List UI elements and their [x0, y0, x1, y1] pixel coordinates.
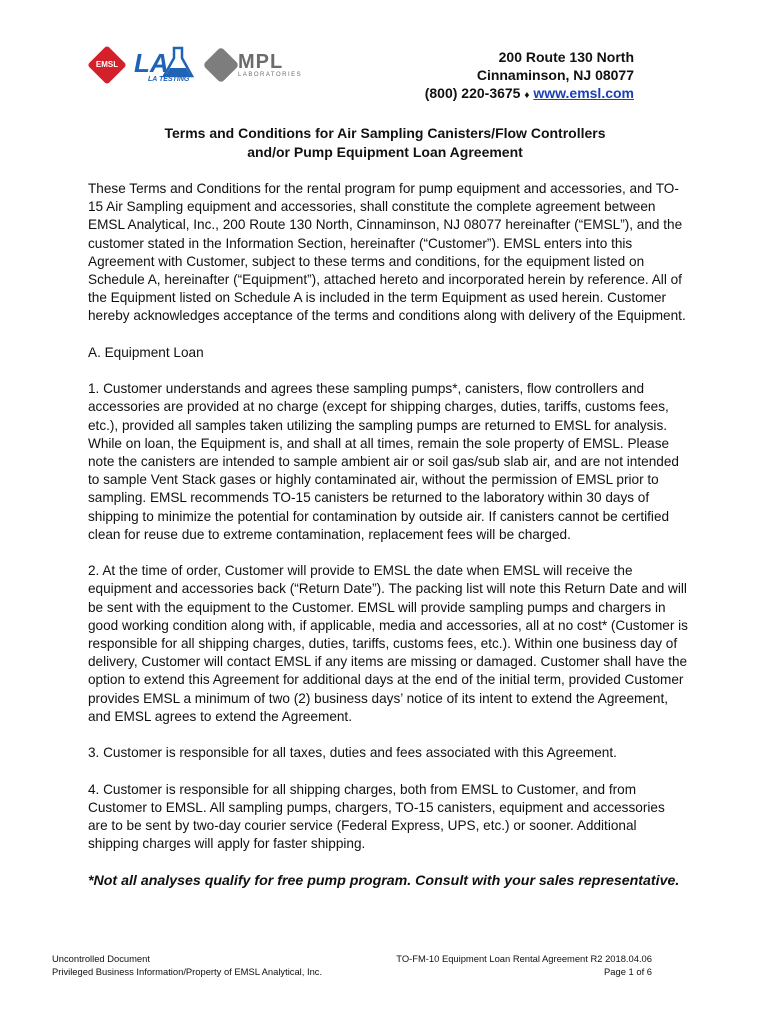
la-testing-text: LA TESTING [148, 76, 190, 83]
logo-group [88, 42, 302, 88]
svg-text:LA: LA [134, 48, 169, 78]
intro-paragraph: These Terms and Conditions for the rental program for pump equipment and accessories, and TO-15 Air Sampling equipment and accessories, shall constitute the complete agreement between EMSL Analytical, Inc., 200 Route 130 North, Cinnaminson, NJ 08077 hereinafter (“EMSL”), and the customer stated in the Information Section, hereinafter (“Customer”). EMSL enters into this Agreement with Customer, subject to these terms and conditions, for the equipment listed on Schedule A, hereinafter (“Equipment”), attached hereto and incorporated herein by reference. All of the Equipment listed on Schedule A is included in the term Equipment as used herein. Customer hereby acknowledges acceptance of the terms and conditions along with delivery of the Equipment. [88, 181, 686, 324]
mpl-title: MPL [238, 51, 284, 73]
phone-number: (800) 220-3675 [424, 85, 521, 101]
emsl-logo [88, 46, 126, 84]
emsl-logo-text: EMSL [95, 60, 119, 69]
item-3-paragraph: 3. Customer is responsible for all taxes, duties and fees associated with this Agreement. [88, 745, 617, 761]
footer-privileged: Privileged Business Information/Property of EMSL Analytical, Inc. [52, 966, 323, 977]
footer-right [396, 952, 652, 978]
item-1-paragraph: 1. Customer understands and agrees these sampling pumps*, canisters, flow controllers and accessories are provided at no charge (except for shipping charges, duties, tariffs, customs fees, etc.), provided all samples taken utilizing the sampling pumps are returned to EMSL for analysis. While on loan, the Equipment is, and shall at all times, remain the sole property of EMSL. Please note the canisters are intended to sample ambient air or soil gas/sub slab air, and are not intended to sample Vent Stack gases or highly contaminated air, without the permission of EMSL prior to sampling. EMSL recommends TO-15 canisters be returned to the laboratory within 30 days of shipping to minimize the potential for contamination by outside air. If canisters cannot be certified clean for reuse due to extreme contamination, replacement fees will be charged. [88, 381, 679, 542]
item-2-paragraph: 2. At the time of order, Customer will provide to EMSL the date when EMSL will receive the equipment and accessories back (“Return Date”). The packing list will note this Return Date and will be sent with the equipment to the Customer. EMSL will provide sampling pumps and chargers in good working condition along with, if applicable, media and accessories, all at no cost* (Customer is responsible for all shipping charges, duties, tariffs, customs fees, etc.). Within one business day of delivery, Customer will contact EMSL if any items are missing or damaged. Customer shall have the option to extend this Agreement for additional days at the end of the initial term, provided Customer provides EMSL a minimum of two (2) business days’ notice of its intent to extend the Agreement, and EMSL agrees to extend the Agreement. [88, 563, 688, 724]
item-4-paragraph: 4. Customer is responsible for all shipping charges, both from EMSL to Customer, and from Customer to EMSL. All sampling pumps, chargers, TO-15 canisters, equipment and accessories are to be sent by two-day courier service (Federal Express, UPS, etc.) or sooner. Additional shipping charges will apply for faster shipping. [88, 781, 665, 852]
title-line1: Terms and Conditions for Air Sampling Canisters/Flow Controllers [164, 125, 606, 141]
company-address [425, 48, 634, 105]
document-body [88, 180, 688, 908]
document-title [0, 124, 770, 162]
section-heading-a: A. Equipment Loan [88, 344, 204, 360]
contact-line [425, 84, 634, 105]
page-footer [52, 952, 652, 978]
mpl-subtitle: LABORATORIES [238, 72, 303, 78]
pump-program-note: *Not all analyses qualify for free pump program. Consult with your sales representative. [88, 872, 680, 889]
la-testing-logo [134, 44, 200, 86]
diamond-separator-icon: ♦ [524, 90, 530, 101]
footer-form-id: TO-FM-10 Equipment Loan Rental Agreement R2 2018.04.06 [396, 953, 652, 964]
mpl-logo [208, 52, 302, 78]
footer-left [52, 952, 322, 978]
address-line2: Cinnaminson, NJ 08077 [476, 67, 634, 83]
mpl-badge-icon [203, 47, 240, 84]
page-number: Page 1 of 6 [604, 966, 652, 977]
footer-uncontrolled: Uncontrolled Document [52, 953, 150, 964]
address-line1: 200 Route 130 North [498, 49, 634, 65]
website-link[interactable]: www.emsl.com [533, 85, 634, 101]
title-line2: and/or Pump Equipment Loan Agreement [247, 144, 523, 160]
